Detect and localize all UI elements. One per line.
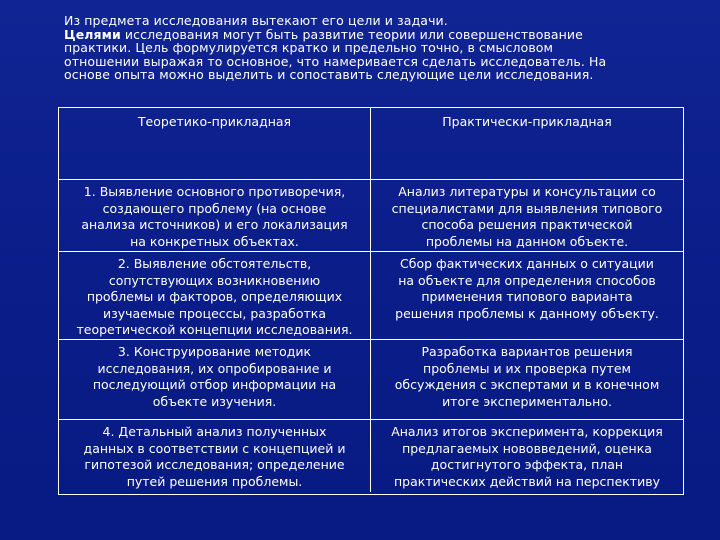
intro-line-4: отношении выражая то основное, что намеривается сделать исследователь. На bbox=[64, 53, 607, 69]
intro-text bbox=[64, 14, 664, 82]
table-cell-practical-3: Разработка вариантов решения проблемы и их проверка путем обсуждения с экспертами и в конечном итоге экспериментально. bbox=[371, 340, 683, 420]
table-cell-practical-2: Сбор фактических данных о ситуации на объекте для определения способов применения типового варианта решения проблемы к данному объекту. bbox=[371, 252, 683, 340]
header-theoretical: Теоретико-прикладная bbox=[59, 108, 371, 180]
table-cell-practical-1: Анализ литературы и консультации со специалистами для выявления типового способа решения практической проблемы на данном объекте. bbox=[371, 180, 683, 252]
goals-term: Целями bbox=[64, 26, 121, 42]
intro-line-3: практики. Цель формулируется кратко и предельно точно, в смысловом bbox=[64, 40, 554, 55]
table-cell-theoretical-3: 3. Конструирование методик исследования, их опробирование и последующий отбор информации на объекте изучения. bbox=[59, 340, 371, 420]
research-goals-table bbox=[58, 107, 684, 495]
intro-line-2 bbox=[64, 28, 664, 42]
intro-line-1: Из предмета исследования вытекают его цели и задачи. bbox=[64, 13, 448, 28]
table-cell-theoretical-4: 4. Детальный анализ полученных данных в соответствии с концепцией и гипотезой исследования; определение путей решения проблемы. bbox=[59, 420, 371, 492]
intro-line-5: основе опыта можно выделить и сопоставить следующие цели исследования. bbox=[64, 67, 594, 82]
header-practical: Практически-прикладная bbox=[371, 108, 683, 180]
table-cell-theoretical-2: 2. Выявление обстоятельств, сопутствующих возникновению проблемы и факторов, определяющих изучаемые процессы, разработка теоретической концепции исследования. bbox=[59, 252, 371, 340]
intro-line-2-rest: исследования могут быть развитие теории или совершенствование bbox=[120, 26, 583, 42]
table-cell-practical-4: Анализ итогов эксперимента, коррекция предлагаемых нововведений, оценка достигнутого эффекта, план практических действий на перспективу bbox=[391, 424, 663, 489]
table-cell-theoretical-1: 1. Выявление основного противоречия, создающего проблему (на основе анализа источников) и его локализация на конкретных объектах. bbox=[59, 180, 371, 252]
